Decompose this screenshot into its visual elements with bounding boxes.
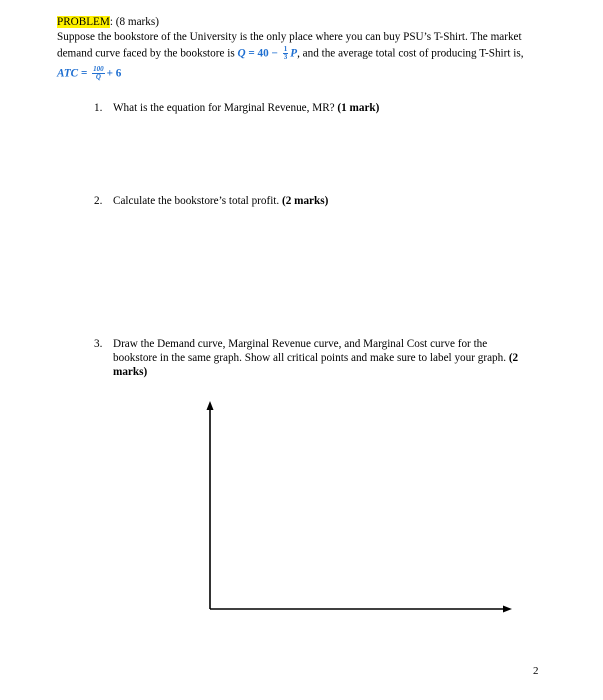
question-2-text: Calculate the bookstore’s total profit. bbox=[113, 195, 283, 207]
question-1 bbox=[94, 101, 554, 115]
y-axis-arrowhead bbox=[207, 401, 214, 410]
question-number: 2. bbox=[94, 195, 103, 207]
problem-heading bbox=[57, 17, 159, 28]
demand-p-symbol: P bbox=[290, 47, 298, 60]
problem-text-line-2 bbox=[57, 46, 524, 62]
question-number: 1. bbox=[94, 102, 103, 114]
demand-fraction-numerator: 1 bbox=[283, 45, 288, 53]
demand-equation-middle: = 40 − bbox=[245, 47, 281, 60]
problem-marks: : (8 marks) bbox=[109, 16, 159, 28]
question-2 bbox=[94, 194, 554, 208]
question-text bbox=[113, 101, 379, 115]
atc-symbol: ATC bbox=[57, 67, 79, 80]
question-3 bbox=[94, 337, 554, 379]
page-number: 2 bbox=[533, 665, 539, 677]
problem-label: PROBLEM bbox=[57, 16, 110, 28]
atc-fraction bbox=[92, 66, 105, 82]
question-1-marks: (1 mark) bbox=[337, 102, 380, 114]
problem-text-line-1: Suppose the bookstore of the University is the only place where you can buy PSU’s T-Shirt. The market bbox=[57, 31, 522, 43]
demand-q-symbol: Q bbox=[237, 47, 246, 60]
question-3-line-2-text: bookstore in the same graph. Show all critical points and make sure to label your graph. bbox=[113, 352, 509, 364]
question-3-line-3 bbox=[113, 365, 147, 379]
atc-equals: = bbox=[78, 67, 91, 80]
question-number: 3. bbox=[94, 338, 103, 350]
atc-tail: + 6 bbox=[106, 67, 122, 80]
demand-intro-text: demand curve faced by the bookstore is bbox=[57, 47, 238, 60]
question-2-marks: (2 marks) bbox=[282, 195, 329, 207]
atc-fraction-numerator: 100 bbox=[93, 65, 104, 73]
question-3-line-2 bbox=[113, 351, 518, 365]
question-3-marks-start: (2 bbox=[508, 352, 519, 364]
blank-graph-axes bbox=[200, 395, 525, 620]
atc-intro-text: , and the average total cost of producing T-Shirt is, bbox=[297, 47, 524, 60]
demand-fraction bbox=[283, 46, 289, 62]
question-3-marks-end: marks) bbox=[113, 366, 148, 378]
atc-equation bbox=[57, 66, 121, 82]
question-text bbox=[113, 194, 328, 208]
question-1-text: What is the equation for Marginal Revenue, MR? bbox=[113, 102, 338, 114]
x-axis-arrowhead bbox=[503, 606, 512, 613]
atc-fraction-denominator: Q bbox=[95, 73, 101, 82]
demand-fraction-denominator: 3 bbox=[283, 53, 288, 62]
question-3-line-1: Draw the Demand curve, Marginal Revenue curve, and Marginal Cost curve for the bbox=[113, 338, 488, 350]
